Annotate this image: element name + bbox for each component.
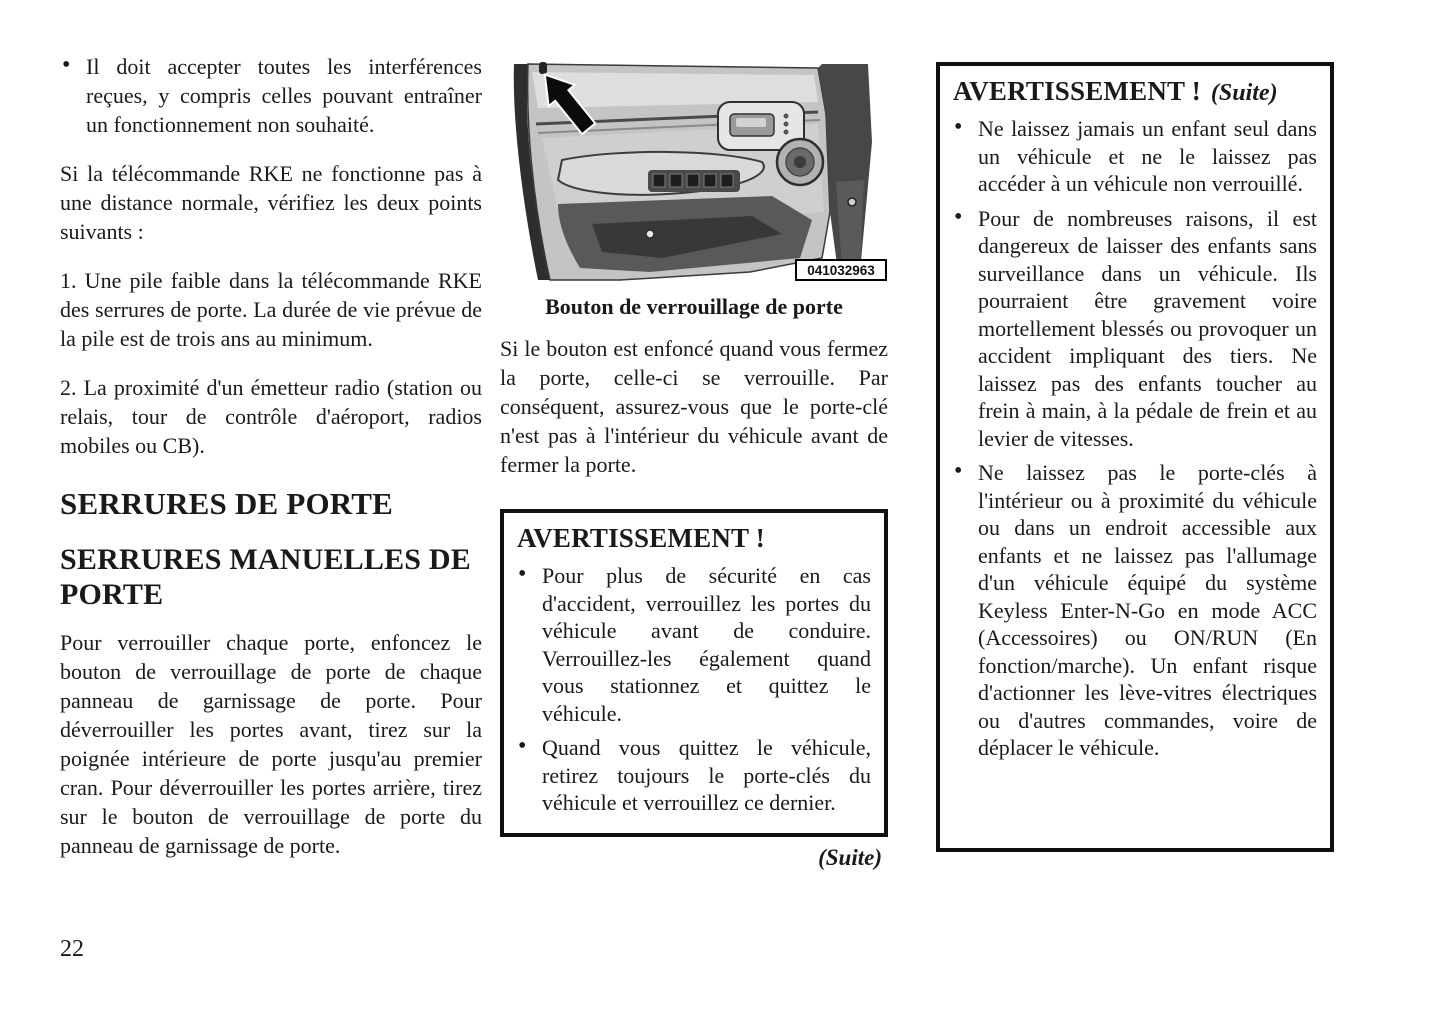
lock-button-paragraph: Si le bouton est enfoncé quand vous fermez la porte, celle-ci se verrouille. Par conséquent, assurez-vous que le porte-clé n'est pas à l'intérieur du véhicule avant de fermer la porte. [500,336,888,477]
warning-title-row [953,76,1317,107]
door-panel-illustration [500,62,888,284]
warning-title: AVERTISSEMENT ! [517,523,765,553]
suite-note: (Suite) [818,844,882,870]
pocket-screw [646,230,654,238]
warning-bullet: • Pour plus de sécurité en cas d'accident, verrouillez les portes du véhicule avant de conduire. Verrouillez-les également quand vous stationnez et quittez le véhicule. [517,562,871,727]
figure-code-label: 041032963 [807,263,875,278]
door-lock-button [539,62,547,74]
handle-dots [784,114,789,135]
right-column [936,62,1334,852]
warning-bullet: • Ne laissez pas le porte-clés à l'intérieur ou à proximité du véhicule ou dans un endroit accessible aux enfants et ne laissez pas l'allumage d'un véhicule équipé du système Keyless Enter-N-Go en mode ACC (Accessoires) ou ON/RUN (En fonction/marche). Un enfant risque d'actionner les lève-vitres électriques ou d'autres commandes, voire de déplacer le véhicule. [953,459,1317,762]
warning-bullet: • Quand vous quittez le véhicule, retirez toujours le porte-clés du véhicule et verrouillez ce dernier. [517,734,871,817]
left-column [60,52,482,880]
manual-locks-paragraph: Pour verrouiller chaque porte, enfoncez le bouton de verrouillage de porte de chaque panneau de garnissage de porte. Pour déverrouiller les portes avant, tirez sur la poignée intérieure de porte jusqu'au premier cran. Pour déverrouiller les portes arrière, tirez sur le bouton de verrouillage de porte du panneau de garnissage de porte. [60,630,482,858]
rke-paragraph: Si la télécommande RKE ne fonctionne pas à une distance normale, vérifiez les deux points suivants : [60,161,482,244]
door-handle-grip [736,118,766,127]
warning-title-suite: (Suite) [1210,80,1278,106]
interference-bullet: • Il doit accepter toutes les interférences reçues, y compris celles pouvant entraîner un fonctionnement non souhaité. [60,52,482,139]
heading-serrures-de-porte: SERRURES DE PORTE [60,486,394,521]
warning-box-right [936,62,1334,852]
jamb-bolt [848,198,856,206]
window-switch-buttons [653,174,733,187]
warning-box-middle [500,509,888,837]
figure-caption: Bouton de verrouillage de porte [545,294,843,319]
warning-title-row [517,523,871,554]
numbered-item-1: 1. Une pile faible dans la télécommande RKE des serrures de porte. La durée de vie prévue de la pile est de trois ans au minimum. [60,268,482,351]
warning-title: AVERTISSEMENT ! [953,76,1201,106]
page-number: 22 [60,936,84,962]
heading-serrures-manuelles: SERRURES MANUELLES DE PORTE [60,543,471,611]
door-panel-figure [500,62,888,284]
warning-bullet: • Pour de nombreuses raisons, il est dangereux de laisser des enfants sans surveillance dans un véhicule. Ils pourraient être gravement voire mortellement blessés ou provoquer un accident impliquant des tiers. Ne laissez pas des enfants toucher au frein à main, à la pédale de frein et au levier de vitesses. [953,205,1317,453]
warning-bullet: • Ne laissez jamais un enfant seul dans un véhicule et ne le laissez pas accéder à un véhicule non verrouillé. [953,115,1317,198]
speaker-center [794,156,806,168]
middle-column [500,62,888,871]
numbered-item-2: 2. La proximité d'un émetteur radio (station ou relais, tour de contrôle d'aéroport, radios mobiles ou CB). [60,375,482,458]
